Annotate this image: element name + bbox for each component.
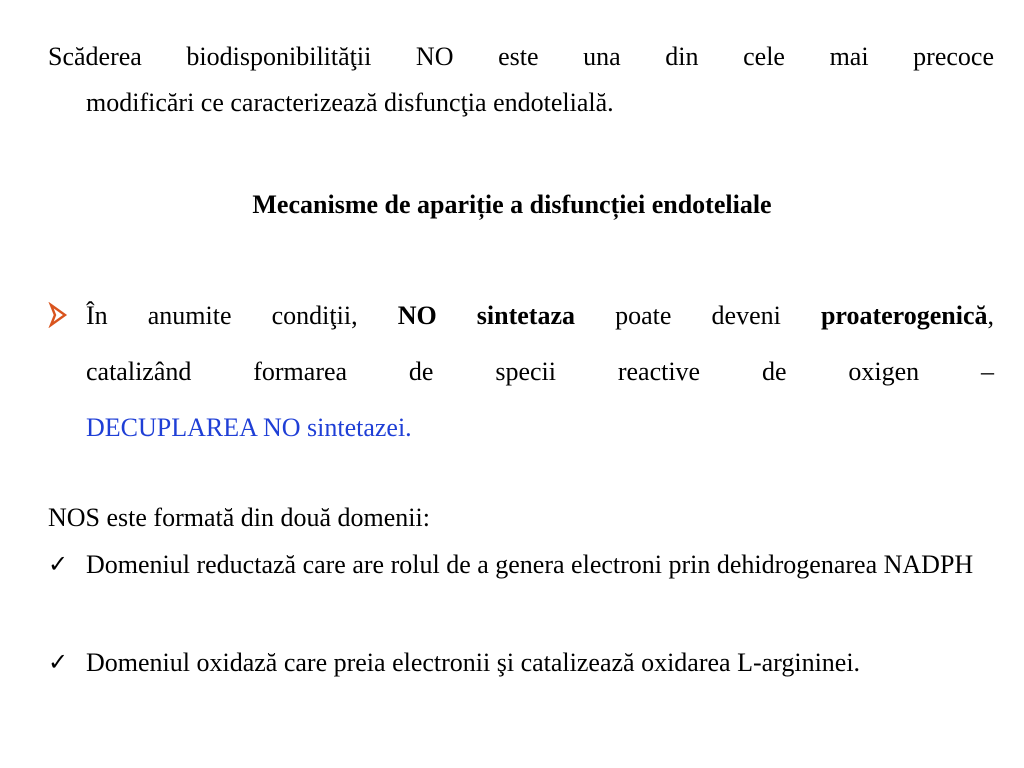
intro-line-1: Scăderea biodisponibilităţii NO este una din cele mai precoce (48, 42, 994, 71)
bullet-bold-proaterogenica: proaterogenică (820, 301, 988, 330)
arrow-bullet-icon (48, 302, 68, 328)
intro-line-2: modificări ce caracterizează disfuncţia endotelială. (86, 88, 614, 117)
bullet-block (48, 288, 994, 456)
checkmark-icon: ✓ (48, 650, 69, 676)
intro-paragraph (48, 34, 994, 126)
bullet-blue-text: DECUPLAREA NO sintetazei. (86, 413, 412, 442)
check-item-oxidase (48, 646, 994, 680)
check-item-reductase (48, 548, 994, 582)
bullet-bold-nos: NO sintetaza (397, 301, 575, 330)
bullet-text (86, 288, 994, 456)
bullet-text-part-3: , (987, 301, 995, 330)
bullet-line-1 (86, 288, 994, 344)
checkmark-icon: ✓ (48, 552, 69, 578)
bullet-line-2: catalizând formarea de specii reactive de oxigen – (86, 357, 994, 386)
bullet-text-part-1: În anumite condiţii, (86, 301, 398, 330)
section-heading: Mecanisme de apariție a disfuncției endoteliale (252, 190, 772, 219)
check-item-text: Domeniul reductază care are rolul de a genera electroni prin dehidrogenarea NADPH (86, 550, 974, 579)
bullet-text-part-2: poate deveni (575, 301, 821, 330)
check-item-text: Domeniul oxidază care preia electronii şi catalizează oxidarea L-argininei. (86, 648, 861, 677)
nos-title: NOS este formată din două domenii: (48, 503, 430, 532)
